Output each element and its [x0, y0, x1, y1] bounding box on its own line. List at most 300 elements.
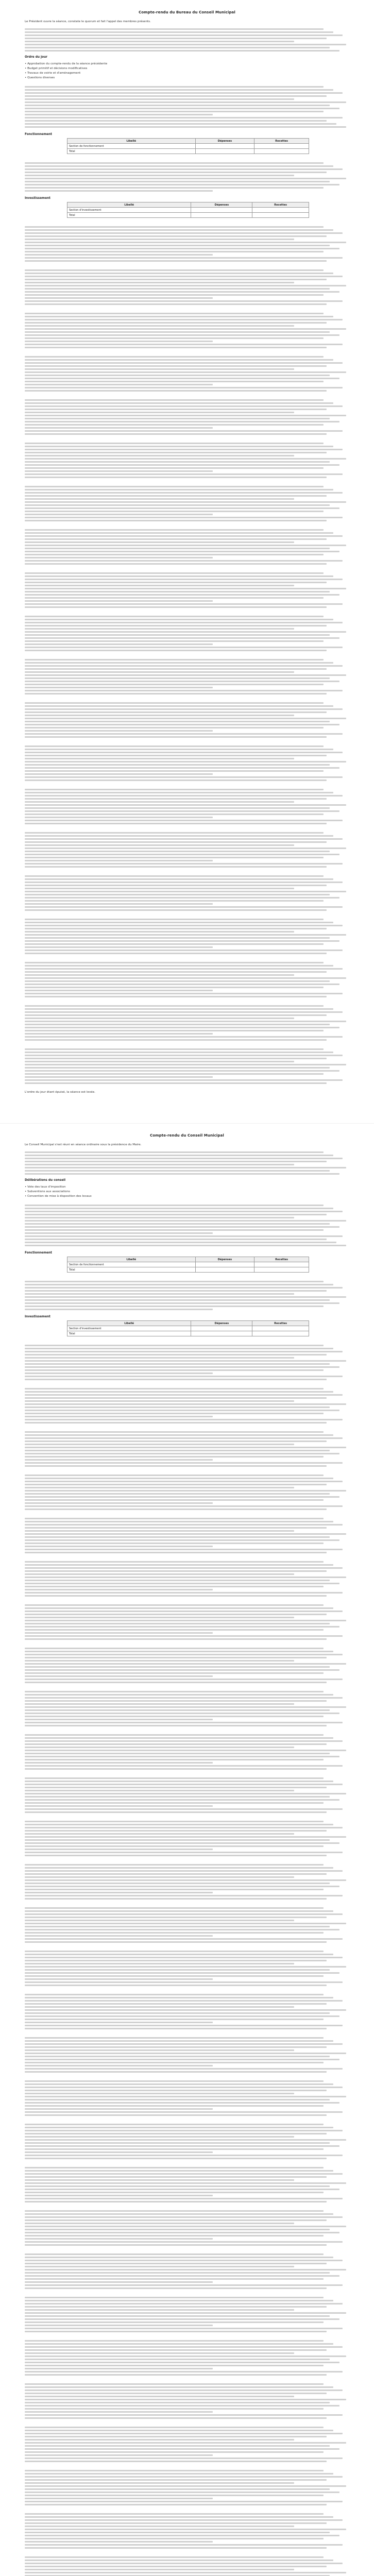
- text-line: [25, 993, 343, 994]
- text-line: [25, 1898, 327, 1900]
- text-line: [25, 1505, 343, 1507]
- page-separator: [0, 1123, 374, 1124]
- text-line: [25, 1011, 343, 1013]
- agenda-item: • Approbation du compte-rendu de la séance précédente: [25, 62, 349, 66]
- table-cell: [252, 1326, 309, 1331]
- text-line: [25, 674, 346, 676]
- text-line: [25, 514, 213, 515]
- text-line: [25, 693, 327, 694]
- text-line: [25, 1232, 213, 1234]
- text-line: [25, 2386, 333, 2388]
- text-line: [25, 1533, 346, 1535]
- text-line: [25, 399, 324, 401]
- text-line: [25, 752, 343, 753]
- text-line: [25, 1827, 343, 1828]
- text-line: [25, 461, 330, 463]
- text-line: [25, 2328, 343, 2329]
- table-row: [67, 149, 309, 154]
- text-line: [25, 1076, 213, 1078]
- text-line: [25, 2355, 346, 2357]
- text-line: [25, 575, 333, 577]
- text-line: [25, 1391, 333, 1393]
- text-line: [25, 1048, 324, 1050]
- text-line: [25, 2037, 324, 2039]
- text-line: [25, 2547, 327, 2549]
- text-line: [25, 1700, 327, 1702]
- text-line: [25, 178, 346, 179]
- text-line: [25, 1379, 327, 1380]
- paragraph: [25, 2425, 349, 2464]
- text-line: [25, 875, 324, 877]
- text-line: [25, 2093, 294, 2094]
- text-line: [25, 1431, 324, 1433]
- text-line: [25, 1536, 330, 1538]
- text-line: [25, 1759, 324, 1760]
- text-line: [25, 1564, 333, 1566]
- text-line: [25, 2124, 324, 2125]
- text-line: [25, 1462, 343, 1464]
- text-line: [25, 2544, 343, 2546]
- text-line: [25, 282, 294, 283]
- text-line: [25, 532, 333, 534]
- paragraph: [25, 2512, 349, 2550]
- text-line: [25, 120, 327, 122]
- text-line: [25, 1245, 346, 1246]
- text-line: [25, 2108, 213, 2110]
- text-line: [25, 464, 339, 466]
- text-line: [25, 1737, 333, 1739]
- text-line: [25, 579, 343, 580]
- text-line: [25, 1796, 330, 1798]
- text-line: [25, 2408, 324, 2410]
- text-line: [25, 2012, 330, 2014]
- text-line: [25, 2201, 327, 2202]
- paragraph: [25, 701, 349, 739]
- text-line: [25, 835, 333, 837]
- table-cell: [195, 1262, 254, 1267]
- text-line: [25, 931, 294, 933]
- text-line: [25, 1073, 324, 1075]
- text-line: [25, 520, 327, 521]
- text-line: [25, 1082, 327, 1084]
- text-line: [25, 455, 294, 456]
- text-line: [25, 31, 333, 33]
- text-line: [25, 108, 339, 109]
- text-line: [25, 2130, 343, 2131]
- text-line: [25, 2393, 327, 2394]
- text-line: [25, 643, 213, 645]
- text-line: [25, 2102, 339, 2104]
- text-line: [25, 2516, 333, 2518]
- paragraph: [25, 2122, 349, 2161]
- text-line: [25, 2019, 324, 2020]
- text-line: [25, 405, 343, 407]
- text-line: [25, 1287, 343, 1289]
- text-line: [25, 2068, 343, 2070]
- table-header-cell: Recettes: [254, 139, 309, 144]
- table-header-cell: Libellé: [67, 202, 191, 208]
- text-line: [25, 1892, 213, 1893]
- text-line: [25, 276, 343, 277]
- text-line: [25, 820, 343, 821]
- text-line: [25, 1740, 343, 1742]
- section-title: Compte-rendu du Conseil Municipal: [150, 1133, 224, 1138]
- finance-table: [67, 202, 309, 218]
- text-line: [25, 2297, 324, 2298]
- text-line: [25, 50, 339, 52]
- text-line: [25, 1920, 294, 1921]
- finance-table: [67, 138, 309, 154]
- paragraph: [25, 2338, 349, 2377]
- text-line: [25, 1799, 339, 1801]
- text-line: [25, 421, 339, 422]
- text-line: [25, 950, 343, 951]
- text-line: [25, 2566, 327, 2567]
- text-line: [25, 2158, 327, 2159]
- closing-text: L'ordre du jour étant épuisé, la séance est levée.: [25, 1091, 95, 1094]
- text-line: [25, 1666, 330, 1668]
- text-line: [25, 1440, 327, 1442]
- text-line: [25, 1567, 343, 1569]
- text-line: [25, 1907, 324, 1909]
- paragraph: [25, 1992, 349, 2031]
- text-line: [25, 371, 346, 373]
- text-line: [25, 1713, 339, 1714]
- text-line: [25, 1363, 330, 1365]
- text-line: [25, 2015, 339, 2017]
- text-line: [25, 1960, 327, 1961]
- text-line: [25, 1617, 294, 1618]
- text-line: [25, 467, 324, 469]
- paragraph: [25, 1819, 349, 1858]
- text-line: [25, 736, 327, 738]
- text-line: [25, 974, 294, 976]
- text-line: [25, 1716, 324, 1717]
- text-line: [25, 2080, 324, 2082]
- text-line: [25, 1802, 324, 1804]
- paragraph: [25, 2209, 349, 2247]
- text-line: [25, 2541, 213, 2543]
- text-line: [25, 1679, 343, 1680]
- text-line: [25, 724, 339, 725]
- text-line: [25, 1941, 327, 1943]
- text-line: [25, 1239, 327, 1240]
- text-line: [25, 2269, 346, 2270]
- text-line: [25, 433, 327, 435]
- text-line: [25, 2056, 330, 2057]
- text-line: [25, 900, 324, 902]
- text-line: [25, 2513, 324, 2515]
- text-line: [25, 767, 339, 769]
- text-line: [25, 1366, 339, 1368]
- text-line: [25, 1039, 327, 1041]
- table-cell: [254, 149, 309, 154]
- text-line: [25, 2309, 294, 2311]
- text-line: [25, 1549, 343, 1550]
- table-cell: [254, 1267, 309, 1273]
- section-heading: Délibérations du conseil: [25, 1179, 66, 1182]
- text-line: [25, 1586, 324, 1587]
- text-line: [25, 1994, 324, 1995]
- text-line: [25, 1963, 294, 1964]
- text-line: [25, 322, 327, 324]
- table-cell: Section d'investissement: [67, 208, 191, 213]
- text-line: [25, 2284, 343, 2286]
- paragraph: [25, 2252, 349, 2291]
- text-line: [25, 114, 213, 115]
- text-line: [25, 1018, 294, 1019]
- text-line: [25, 1490, 346, 1492]
- text-line: [25, 2448, 339, 2450]
- text-line: [25, 89, 333, 91]
- text-line: [25, 2325, 213, 2326]
- text-line: [25, 2142, 330, 2144]
- table-cell: [191, 208, 252, 213]
- text-line: [25, 1972, 339, 1974]
- text-line: [25, 313, 324, 314]
- text-line: [25, 1577, 346, 1578]
- text-line: [25, 1509, 327, 1510]
- text-line: [25, 980, 330, 982]
- text-line: [25, 190, 213, 192]
- text-line: [25, 594, 339, 596]
- text-line: [25, 603, 343, 605]
- text-line: [25, 1284, 333, 1285]
- text-line: [25, 1422, 327, 1423]
- text-line: [25, 906, 343, 908]
- text-line: [25, 965, 333, 967]
- text-line: [25, 1518, 324, 1519]
- paragraph: [25, 528, 349, 566]
- table-row: [67, 1267, 309, 1273]
- text-line: [25, 909, 327, 911]
- table-cell: [191, 213, 252, 218]
- text-line: [25, 585, 294, 586]
- text-line: [25, 1935, 213, 1937]
- text-line: [25, 866, 327, 868]
- text-line: [25, 2402, 330, 2403]
- text-line: [25, 721, 330, 722]
- table-header-cell: Libellé: [67, 139, 196, 144]
- table-cell: Total: [67, 213, 191, 218]
- paragraph: [25, 1386, 349, 1425]
- table-header-cell: Recettes: [252, 1321, 309, 1326]
- text-line: [25, 2216, 343, 2218]
- text-line: [25, 616, 324, 617]
- text-line: [25, 1360, 346, 1362]
- text-line: [25, 2278, 324, 2280]
- text-line: [25, 184, 339, 185]
- text-line: [25, 1214, 327, 1215]
- text-line: [25, 1561, 324, 1563]
- text-line: [25, 2522, 327, 2524]
- text-line: [25, 1580, 330, 1581]
- text-line: [25, 1158, 343, 1159]
- paragraph: [25, 1047, 349, 1086]
- text-line: [25, 1397, 327, 1399]
- text-line: [25, 690, 343, 691]
- text-line: [25, 711, 327, 713]
- text-line: [25, 1629, 324, 1631]
- section-heading: Ordre du jour: [25, 56, 47, 59]
- text-line: [25, 1055, 343, 1056]
- text-line: [25, 2071, 327, 2073]
- text-line: [25, 2210, 324, 2212]
- text-line: [25, 715, 294, 716]
- text-line: [25, 817, 213, 818]
- text-line: [25, 962, 324, 963]
- text-line: [25, 1691, 324, 1692]
- text-line: [25, 1302, 339, 1304]
- paragraph: [25, 2036, 349, 2074]
- text-line: [25, 235, 327, 237]
- table-row: [67, 1331, 309, 1336]
- text-line: [25, 1033, 213, 1035]
- paragraph: [25, 1516, 349, 1555]
- text-line: [25, 1954, 333, 1955]
- table-heading: Investissement: [25, 197, 50, 200]
- text-line: [25, 2000, 343, 2002]
- text-line: [25, 1475, 324, 1476]
- text-line: [25, 1836, 346, 1838]
- text-line: [25, 545, 346, 546]
- text-line: [25, 1211, 343, 1212]
- table-row: [67, 1262, 309, 1267]
- text-line: [25, 47, 330, 48]
- text-line: [25, 319, 343, 320]
- text-line: [25, 294, 324, 296]
- text-line: [25, 971, 327, 973]
- text-line: [25, 2182, 346, 2184]
- text-line: [25, 2352, 294, 2354]
- text-line: [25, 2241, 343, 2243]
- text-line: [25, 2096, 346, 2097]
- text-line: [25, 260, 327, 262]
- table-cell: [195, 1267, 254, 1273]
- text-line: [25, 677, 330, 679]
- text-line: [25, 2083, 333, 2085]
- intro-text: Le Conseil Municipal s'est réuni en séance ordinaire sous la présidence du Maire.: [25, 1143, 142, 1146]
- text-line: [25, 1345, 324, 1346]
- text-line: [25, 1981, 343, 1983]
- text-line: [25, 2572, 346, 2573]
- text-line: [25, 1459, 213, 1461]
- text-line: [25, 1281, 324, 1282]
- text-line: [25, 1623, 330, 1624]
- text-line: [25, 1453, 339, 1454]
- text-line: [25, 1164, 294, 1165]
- text-line: [25, 2213, 333, 2215]
- text-line: [25, 2059, 339, 2060]
- text-line: [25, 2479, 327, 2481]
- text-line: [25, 1293, 294, 1295]
- text-line: [25, 659, 324, 660]
- text-line: [25, 1697, 343, 1699]
- text-line: [25, 117, 343, 118]
- text-line: [25, 28, 324, 30]
- text-line: [25, 987, 324, 988]
- text-line: [25, 2235, 324, 2236]
- text-line: [25, 1777, 324, 1779]
- text-line: [25, 662, 333, 664]
- text-line: [25, 2179, 294, 2181]
- text-line: [25, 1299, 330, 1301]
- text-line: [25, 242, 346, 243]
- text-line: [25, 1682, 327, 1683]
- paragraph: [25, 1689, 349, 1728]
- text-line: [25, 2111, 343, 2113]
- table-header-cell: Recettes: [252, 202, 309, 208]
- text-line: [25, 548, 330, 549]
- text-line: [25, 1889, 324, 1890]
- text-line: [25, 181, 330, 182]
- paragraph: [25, 1560, 349, 1598]
- text-line: [25, 538, 327, 540]
- text-line: [25, 1499, 324, 1501]
- text-line: [25, 878, 333, 880]
- text-line: [25, 2232, 339, 2233]
- text-line: [25, 325, 294, 327]
- text-line: [25, 239, 294, 240]
- text-line: [25, 443, 324, 444]
- text-line: [25, 2148, 324, 2150]
- text-line: [25, 86, 324, 88]
- table-cell: [252, 213, 309, 218]
- text-line: [25, 1052, 333, 1053]
- text-line: [25, 637, 339, 639]
- text-line: [25, 671, 294, 673]
- table-row: [67, 1326, 309, 1331]
- text-line: [25, 541, 294, 543]
- text-line: [25, 2003, 327, 2005]
- text-line: [25, 449, 343, 450]
- text-line: [25, 1070, 339, 1072]
- text-line: [25, 2046, 327, 2048]
- text-line: [25, 1205, 324, 1206]
- text-line: [25, 2155, 343, 2156]
- text-line: [25, 2266, 294, 2267]
- paragraph: [25, 1203, 349, 1248]
- text-line: [25, 384, 213, 385]
- text-line: [25, 41, 294, 42]
- text-line: [25, 1416, 213, 1417]
- text-line: [25, 269, 324, 271]
- text-line: [25, 2176, 327, 2178]
- text-line: [25, 2374, 327, 2376]
- text-line: [25, 2087, 343, 2088]
- text-line: [25, 1161, 327, 1162]
- paragraph: [25, 398, 349, 436]
- text-line: [25, 1957, 343, 1958]
- text-line: [25, 1372, 213, 1374]
- text-line: [25, 891, 346, 892]
- intro-text: Le Président ouvre la séance, constate le quorum et fait l'appel des membres présents.: [25, 20, 151, 23]
- text-line: [25, 2365, 324, 2366]
- text-line: [25, 789, 324, 790]
- text-line: [25, 291, 339, 293]
- text-line: [25, 1895, 343, 1896]
- text-line: [25, 745, 324, 747]
- paragraph: [25, 1279, 349, 1312]
- text-line: [25, 1787, 327, 1788]
- text-line: [25, 2417, 327, 2419]
- text-line: [25, 1793, 346, 1794]
- text-line: [25, 1855, 327, 1856]
- text-line: [25, 2535, 339, 2536]
- text-line: [25, 622, 343, 623]
- text-line: [25, 798, 327, 800]
- text-line: [25, 1821, 324, 1822]
